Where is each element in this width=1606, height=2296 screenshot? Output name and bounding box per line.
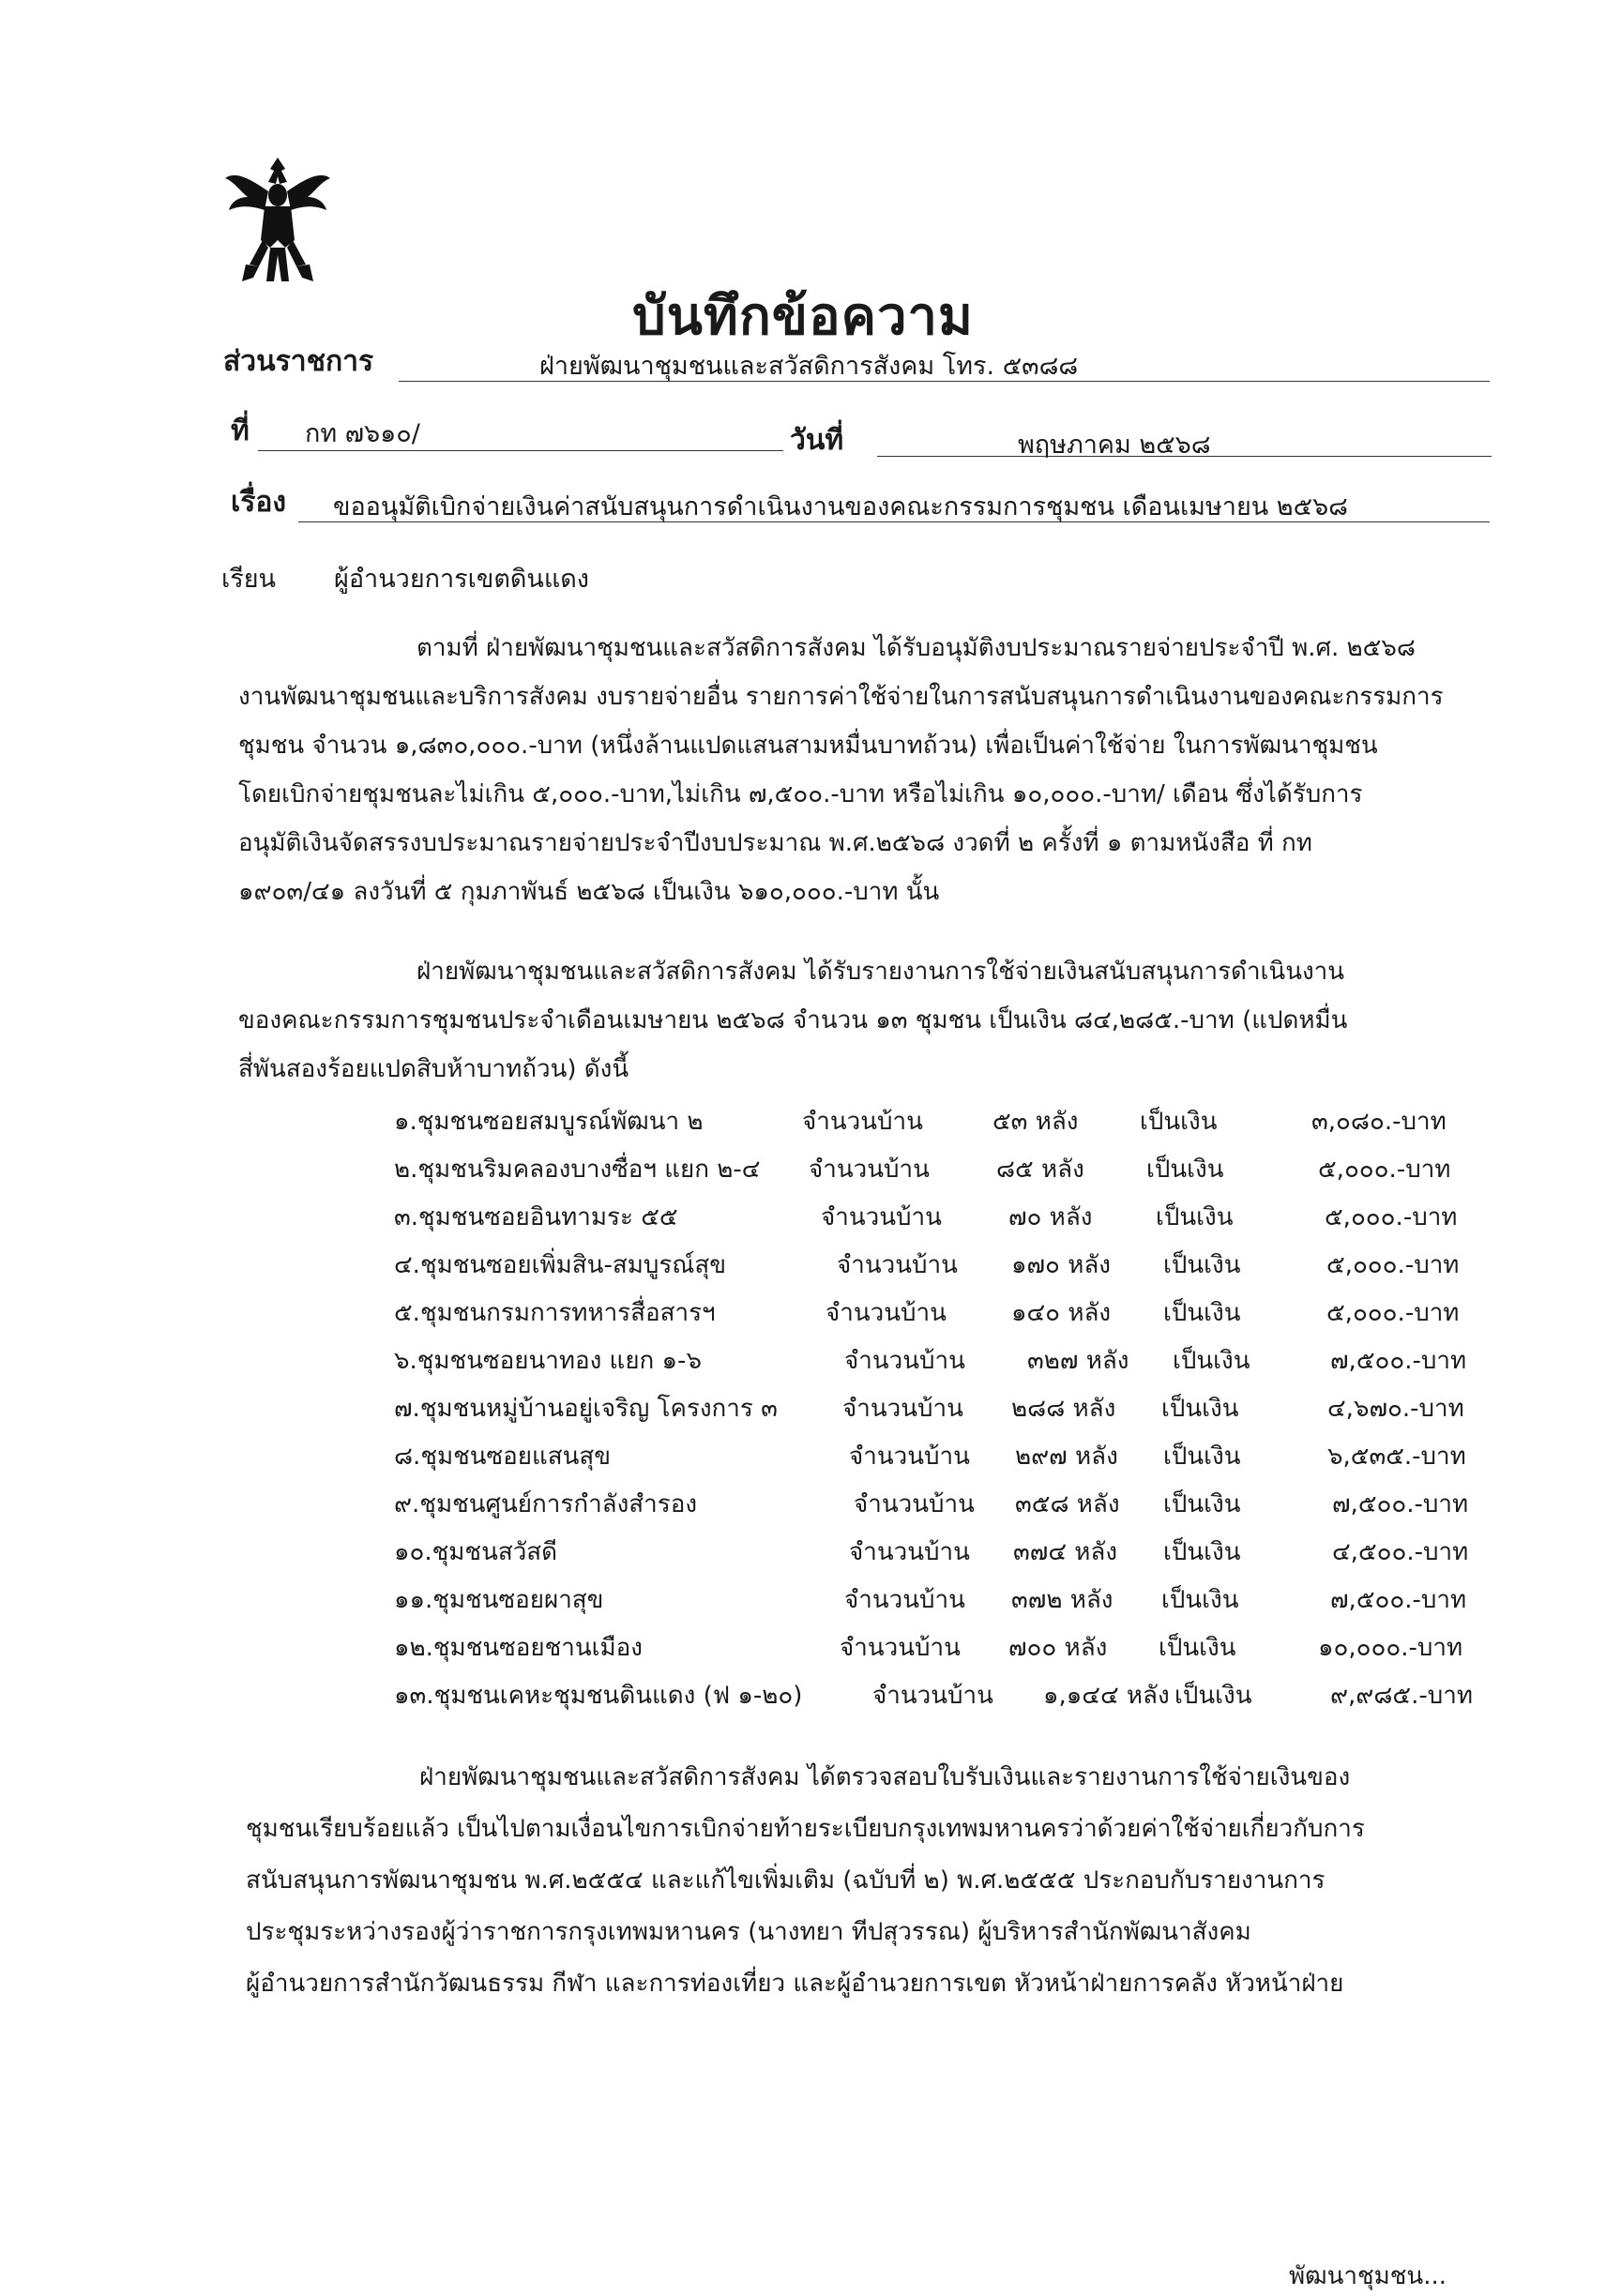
date-value: พฤษภาคม ๒๕๖๘ bbox=[1018, 430, 1211, 460]
amount-value: ๕,๐๐๐.-บาท bbox=[1326, 1299, 1460, 1327]
community-name: ๒.ชุมชนริมคลองบางซื่อฯ แยก ๒-๔ bbox=[394, 1156, 761, 1184]
community-name: ๘.ชุมชนซอยแสนสุข bbox=[394, 1443, 612, 1471]
doc-no-value: กท ๗๖๑๐/ bbox=[305, 419, 420, 448]
paragraph-1 bbox=[238, 624, 1495, 916]
houses-count: ๒๙๗ หลัง bbox=[1015, 1443, 1118, 1471]
amount-value: ๙,๙๘๕.-บาท bbox=[1330, 1682, 1473, 1710]
houses-count: ๒๘๘ หลัง bbox=[1011, 1395, 1116, 1423]
amount-value: ๕,๐๐๐.-บาท bbox=[1325, 1203, 1458, 1231]
community-name: ๑๒.ชุมชนซอยชานเมือง bbox=[394, 1634, 643, 1662]
community-name: ๓.ชุมชนซอยอินทามระ ๕๕ bbox=[394, 1203, 678, 1231]
amount-value: ๖,๕๓๕.-บาท bbox=[1327, 1443, 1466, 1471]
houses-count: ๓๗๔ หลัง bbox=[1013, 1538, 1118, 1566]
doc-no-label: ที่ bbox=[231, 415, 250, 447]
community-name: ๑๓.ชุมชนเคหะชุมชนดินแดง (ฟ ๑-๒๐) bbox=[394, 1682, 803, 1710]
houses-count: ๓๗๒ หลัง bbox=[1011, 1586, 1114, 1614]
houses-label: จำนวนบ้าน bbox=[854, 1490, 975, 1518]
houses-count: ๓๒๗ หลัง bbox=[1027, 1347, 1129, 1375]
houses-count: ๗๐๐ หลัง bbox=[1008, 1634, 1108, 1662]
amount-label: เป็นเงิน bbox=[1163, 1443, 1241, 1471]
houses-count: ๑,๑๔๔ หลัง bbox=[1043, 1682, 1170, 1710]
amount-label: เป็นเงิน bbox=[1161, 1586, 1239, 1614]
amount-value: ๗,๕๐๐.-บาท bbox=[1330, 1347, 1467, 1375]
houses-label: จำนวนบ้าน bbox=[844, 1586, 965, 1614]
community-name: ๗.ชุมชนหมู่บ้านอยู่เจริญ โครงการ ๓ bbox=[394, 1395, 778, 1423]
community-name: ๑.ชุมชนซอยสมบูรณ์พัฒนา ๒ bbox=[394, 1108, 704, 1136]
community-name: ๔.ชุมชนซอยเพิ่มสิน-สมบูรณ์สุข bbox=[394, 1251, 727, 1279]
houses-label: จำนวนบ้าน bbox=[849, 1443, 970, 1471]
amount-label: เป็นเงิน bbox=[1173, 1347, 1250, 1375]
houses-label: จำนวนบ้าน bbox=[844, 1347, 965, 1375]
amount-value: ๓,๐๘๐.-บาท bbox=[1311, 1108, 1447, 1136]
amount-value: ๗,๕๐๐.-บาท bbox=[1332, 1490, 1469, 1518]
paragraph-1-line: โดยเบิกจ่ายชุมชนละไม่เกิน ๕,๐๐๐.-บาท,ไม่เกิน ๗,๕๐๐.-บาท หรือไม่เกิน ๑๐,๐๐๐.-บาท/ เดือน ซึ่งได้รับการ bbox=[238, 780, 1363, 808]
paragraph-3-line: สนับสนุนการพัฒนาชุมชน พ.ศ.๒๕๕๔ และแก้ไขเพิ่มเติม (ฉบับที่ ๒) พ.ศ.๒๕๕๕ ประกอบกับรายงานการ bbox=[246, 1866, 1326, 1895]
amount-label: เป็นเงิน bbox=[1161, 1395, 1239, 1423]
subject-value: ขออนุมัติเบิกจ่ายเงินค่าสนับสนุนการดำเนินงานของคณะกรรมการชุมชน เดือนเมษายน ๒๕๖๘ bbox=[333, 492, 1349, 521]
paragraph-1-line: อนุมัติเงินจัดสรรงบประมาณรายจ่ายประจำปีงบประมาณ พ.ศ.๒๕๖๘ งวดที่ ๒ ครั้งที่ ๑ ตามหนังสือ ที่ กท bbox=[238, 829, 1312, 857]
amount-label: เป็นเงิน bbox=[1163, 1251, 1241, 1279]
houses-label: จำนวนบ้าน bbox=[842, 1395, 963, 1423]
paragraph-3-line: ฝ่ายพัฒนาชุมชนและสวัสดิการสังคม ได้ตรวจสอบใบรับเงินและรายงานการใช้จ่ายเงินของ bbox=[419, 1763, 1351, 1791]
amount-label: เป็นเงิน bbox=[1159, 1634, 1236, 1662]
community-name: ๑๑.ชุมชนซอยผาสุข bbox=[394, 1586, 604, 1614]
amount-label: เป็นเงิน bbox=[1140, 1108, 1218, 1136]
houses-count: ๑๗๐ หลัง bbox=[1011, 1251, 1111, 1279]
houses-label: จำนวนบ้าน bbox=[802, 1108, 923, 1136]
paragraph-2-line: สี่พันสองร้อยแปดสิบห้าบาทถ้วน) ดังนี้ bbox=[238, 1055, 629, 1083]
amount-value: ๑๐,๐๐๐.-บาท bbox=[1318, 1634, 1463, 1662]
community-name: ๑๐.ชุมชนสวัสดี bbox=[394, 1538, 558, 1566]
houses-count: ๗๐ หลัง bbox=[1008, 1203, 1093, 1231]
dept-value: ฝ่ายพัฒนาชุมชนและสวัสดิการสังคม โทร. ๕๓๘๘ bbox=[539, 352, 1079, 381]
paragraph-3 bbox=[246, 1752, 1495, 2010]
to-label: เรียน bbox=[221, 565, 277, 594]
amount-value: ๕,๐๐๐.-บาท bbox=[1326, 1251, 1460, 1279]
houses-label: จำนวนบ้าน bbox=[809, 1156, 930, 1184]
amount-label: เป็นเงิน bbox=[1174, 1682, 1252, 1710]
amount-label: เป็นเงิน bbox=[1146, 1156, 1224, 1184]
paragraph-3-line: ประชุมระหว่างรองผู้ว่าราชการกรุงเทพมหานคร (นางทยา ทีปสุวรรณ) ผู้บริหารสำนักพัฒนาสังคม bbox=[246, 1918, 1251, 1946]
community-name: ๙.ชุมชนศูนย์การกำลังสำรอง bbox=[394, 1490, 698, 1518]
subject-label: เรื่อง bbox=[231, 486, 287, 519]
paragraph-1-line: ตามที่ ฝ่ายพัฒนาชุมชนและสวัสดิการสังคม ได้รับอนุมัติงบประมาณรายจ่ายประจำปี พ.ศ. ๒๕๖๘ bbox=[417, 634, 1416, 662]
houses-count: ๑๔๐ หลัง bbox=[1011, 1299, 1112, 1327]
community-name: ๕.ชุมชนกรมการทหารสื่อสารฯ bbox=[394, 1299, 716, 1327]
dept-label: ส่วนราชการ bbox=[223, 345, 374, 378]
houses-label: จำนวนบ้าน bbox=[840, 1634, 961, 1662]
continued-footer: พัฒนาชุมชน... bbox=[1289, 2262, 1447, 2290]
to-value: ผู้อำนวยการเขตดินแดง bbox=[334, 565, 589, 594]
amount-value: ๔,๕๐๐.-บาท bbox=[1332, 1538, 1469, 1566]
paragraph-3-line: ชุมชนเรียบร้อยแล้ว เป็นไปตามเงื่อนไขการเบิกจ่ายท้ายระเบียบกรุงเทพมหานครว่าด้วยค่าใช้จ่ายเกี่ยวกับการ bbox=[246, 1815, 1365, 1843]
amount-value: ๕,๐๐๐.-บาท bbox=[1318, 1156, 1451, 1184]
paragraph-2-line: ของคณะกรรมการชุมชนประจำเดือนเมษายน ๒๕๖๘ จำนวน ๑๓ ชุมชน เป็นเงิน ๘๔,๒๘๕.-บาท (แปดหมื่น bbox=[238, 1006, 1348, 1035]
houses-count: ๕๓ หลัง bbox=[992, 1108, 1079, 1136]
amount-value: ๗,๕๐๐.-บาท bbox=[1330, 1586, 1467, 1614]
garuda-emblem-icon bbox=[221, 150, 334, 291]
memo-title: บันทึกข้อความ bbox=[632, 286, 974, 347]
houses-count: ๘๕ หลัง bbox=[996, 1156, 1084, 1184]
amount-label: เป็นเงิน bbox=[1163, 1490, 1241, 1518]
houses-count: ๓๕๘ หลัง bbox=[1015, 1490, 1120, 1518]
amount-label: เป็นเงิน bbox=[1163, 1538, 1241, 1566]
paragraph-1-line: ชุมชน จำนวน ๑,๘๓๐,๐๐๐.-บาท (หนึ่งล้านแปดแสนสามหมื่นบาทถ้วน) เพื่อเป็นค่าใช้จ่าย ในการพัฒนาชุมชน bbox=[238, 732, 1378, 760]
houses-label: จำนวนบ้าน bbox=[849, 1538, 970, 1566]
houses-label: จำนวนบ้าน bbox=[837, 1251, 958, 1279]
community-name: ๖.ชุมชนซอยนาทอง แยก ๑-๖ bbox=[394, 1347, 702, 1375]
houses-label: จำนวนบ้าน bbox=[821, 1203, 942, 1231]
paragraph-1-line: งานพัฒนาชุมชนและบริการสังคม งบรายจ่ายอื่น รายการค่าใช้จ่ายในการสนับสนุนการดำเนินงานของคณะกรรมการ bbox=[238, 683, 1444, 711]
amount-label: เป็นเงิน bbox=[1156, 1203, 1234, 1231]
amount-value: ๔,๖๗๐.-บาท bbox=[1327, 1395, 1464, 1423]
paragraph-2-line: ฝ่ายพัฒนาชุมชนและสวัสดิการสังคม ได้รับรายงานการใช้จ่ายเงินสนับสนุนการดำเนินงาน bbox=[417, 958, 1345, 986]
paragraph-1-line: ๑๙๐๓/๔๑ ลงวันที่ ๕ กุมภาพันธ์ ๒๕๖๘ เป็นเงิน ๖๑๐,๐๐๐.-บาท นั้น bbox=[238, 878, 940, 906]
houses-label: จำนวนบ้าน bbox=[826, 1299, 947, 1327]
paragraph-2 bbox=[238, 947, 1495, 1094]
paragraph-3-line: ผู้อำนวยการสำนักวัฒนธรรม กีฬา และการท่องเที่ยว และผู้อำนวยการเขต หัวหน้าฝ่ายการคลัง หัวหน้าฝ่าย bbox=[246, 1970, 1344, 1998]
houses-label: จำนวนบ้าน bbox=[872, 1682, 993, 1710]
date-label: วันที่ bbox=[790, 424, 844, 457]
amount-label: เป็นเงิน bbox=[1163, 1299, 1241, 1327]
